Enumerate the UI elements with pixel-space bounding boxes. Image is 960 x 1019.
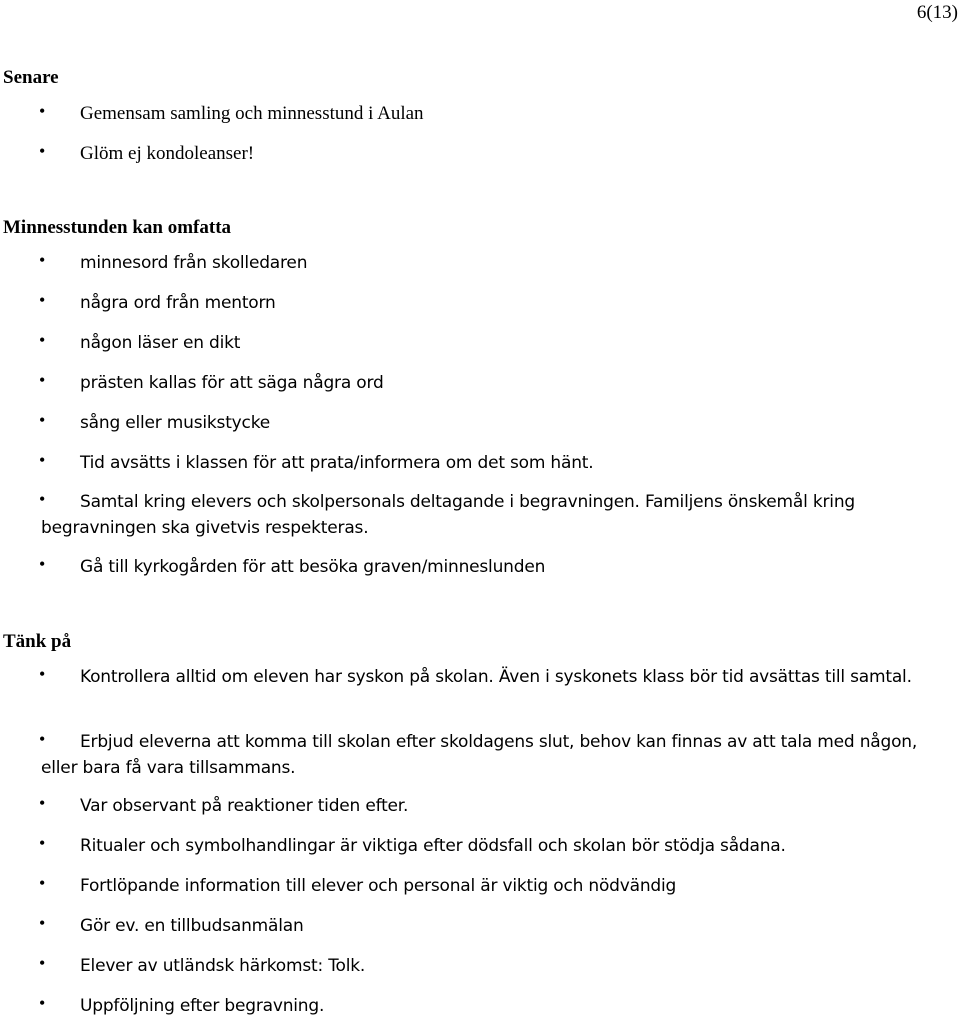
- list-item-text: någon läser en dikt: [80, 333, 241, 353]
- list-item: [0, 873, 958, 899]
- bullet-icon: •: [39, 913, 46, 933]
- list-item: [0, 101, 958, 127]
- list-item-text: Kontrollera alltid om eleven har syskon på skolan. Även i syskonets klass bör tid avsättas till samtal.: [80, 667, 912, 687]
- list-item: [0, 793, 958, 819]
- bullet-icon: •: [39, 101, 46, 121]
- list-item-text: Tid avsätts i klassen för att prata/informera om det som hänt.: [80, 453, 594, 473]
- list-item: [0, 953, 958, 979]
- list-item: [0, 913, 958, 939]
- bullet-icon: •: [39, 450, 46, 470]
- list-item-text: Gör ev. en tillbudsanmälan: [80, 916, 304, 936]
- list-item: [0, 250, 958, 276]
- bullet-icon: •: [39, 370, 46, 390]
- bullet-icon: •: [39, 330, 46, 350]
- list-item: [0, 410, 958, 436]
- bullet-icon: •: [39, 729, 46, 749]
- list-item-text: minnesord från skolledaren: [80, 253, 308, 273]
- list-item-text: Uppföljning efter begravning.: [80, 996, 325, 1016]
- bullet-icon: •: [39, 489, 46, 509]
- list-item-text: sång eller musikstycke: [80, 413, 270, 433]
- bullet-icon: •: [39, 554, 46, 574]
- list-item-text: Samtal kring elevers och skolpersonals deltagande i begravningen. Familjens önskemål kring begravningen ska givetvis respekteras.: [41, 492, 855, 538]
- bullet-icon: •: [39, 664, 46, 684]
- list-item-text: Var observant på reaktioner tiden efter.: [80, 796, 409, 816]
- list-item: [0, 141, 958, 167]
- list-item-text: Ritualer och symbolhandlingar är viktiga efter dödsfall och skolan bör stödja sådana.: [80, 836, 786, 856]
- list-item: [41, 729, 956, 781]
- list-item-text: Erbjud eleverna att komma till skolan efter skoldagens slut, behov kan finnas av att tala med någon, eller bara få vara tillsammans.: [41, 732, 918, 778]
- section-heading-minnesstunden: Minnesstunden kan omfatta: [3, 217, 232, 238]
- bullet-icon: •: [39, 873, 46, 893]
- list-item: [41, 664, 956, 690]
- list-item: [0, 833, 958, 859]
- list-item-text: Gå till kyrkogården för att besöka graven/minneslunden: [80, 557, 546, 577]
- list-item: [0, 290, 958, 316]
- bullet-icon: •: [39, 410, 46, 430]
- list-item: [0, 370, 958, 396]
- bullet-icon: •: [39, 833, 46, 853]
- bullet-icon: •: [39, 953, 46, 973]
- bullet-icon: •: [39, 290, 46, 310]
- bullet-icon: •: [39, 250, 46, 270]
- list-item: [0, 993, 958, 1019]
- list-item-text: Glöm ej kondoleanser!: [80, 143, 255, 164]
- list-item-text: några ord från mentorn: [80, 293, 276, 313]
- page-number: 6(13): [916, 2, 958, 23]
- list-item-text: prästen kallas för att säga några ord: [80, 373, 384, 393]
- list-item-text: Gemensam samling och minnesstund i Aulan: [80, 103, 424, 124]
- section-heading-tank-pa: Tänk på: [3, 631, 72, 652]
- list-item: [0, 450, 958, 476]
- bullet-icon: •: [39, 141, 46, 161]
- bullet-icon: •: [39, 993, 46, 1013]
- list-item: [41, 489, 956, 541]
- list-item-text: Elever av utländsk härkomst: Tolk.: [80, 956, 366, 976]
- bullet-icon: •: [39, 793, 46, 813]
- section-heading-senare: Senare: [3, 67, 59, 88]
- list-item: [0, 330, 958, 356]
- list-item: [0, 554, 958, 580]
- list-item-text: Fortlöpande information till elever och personal är viktig och nödvändig: [80, 876, 677, 896]
